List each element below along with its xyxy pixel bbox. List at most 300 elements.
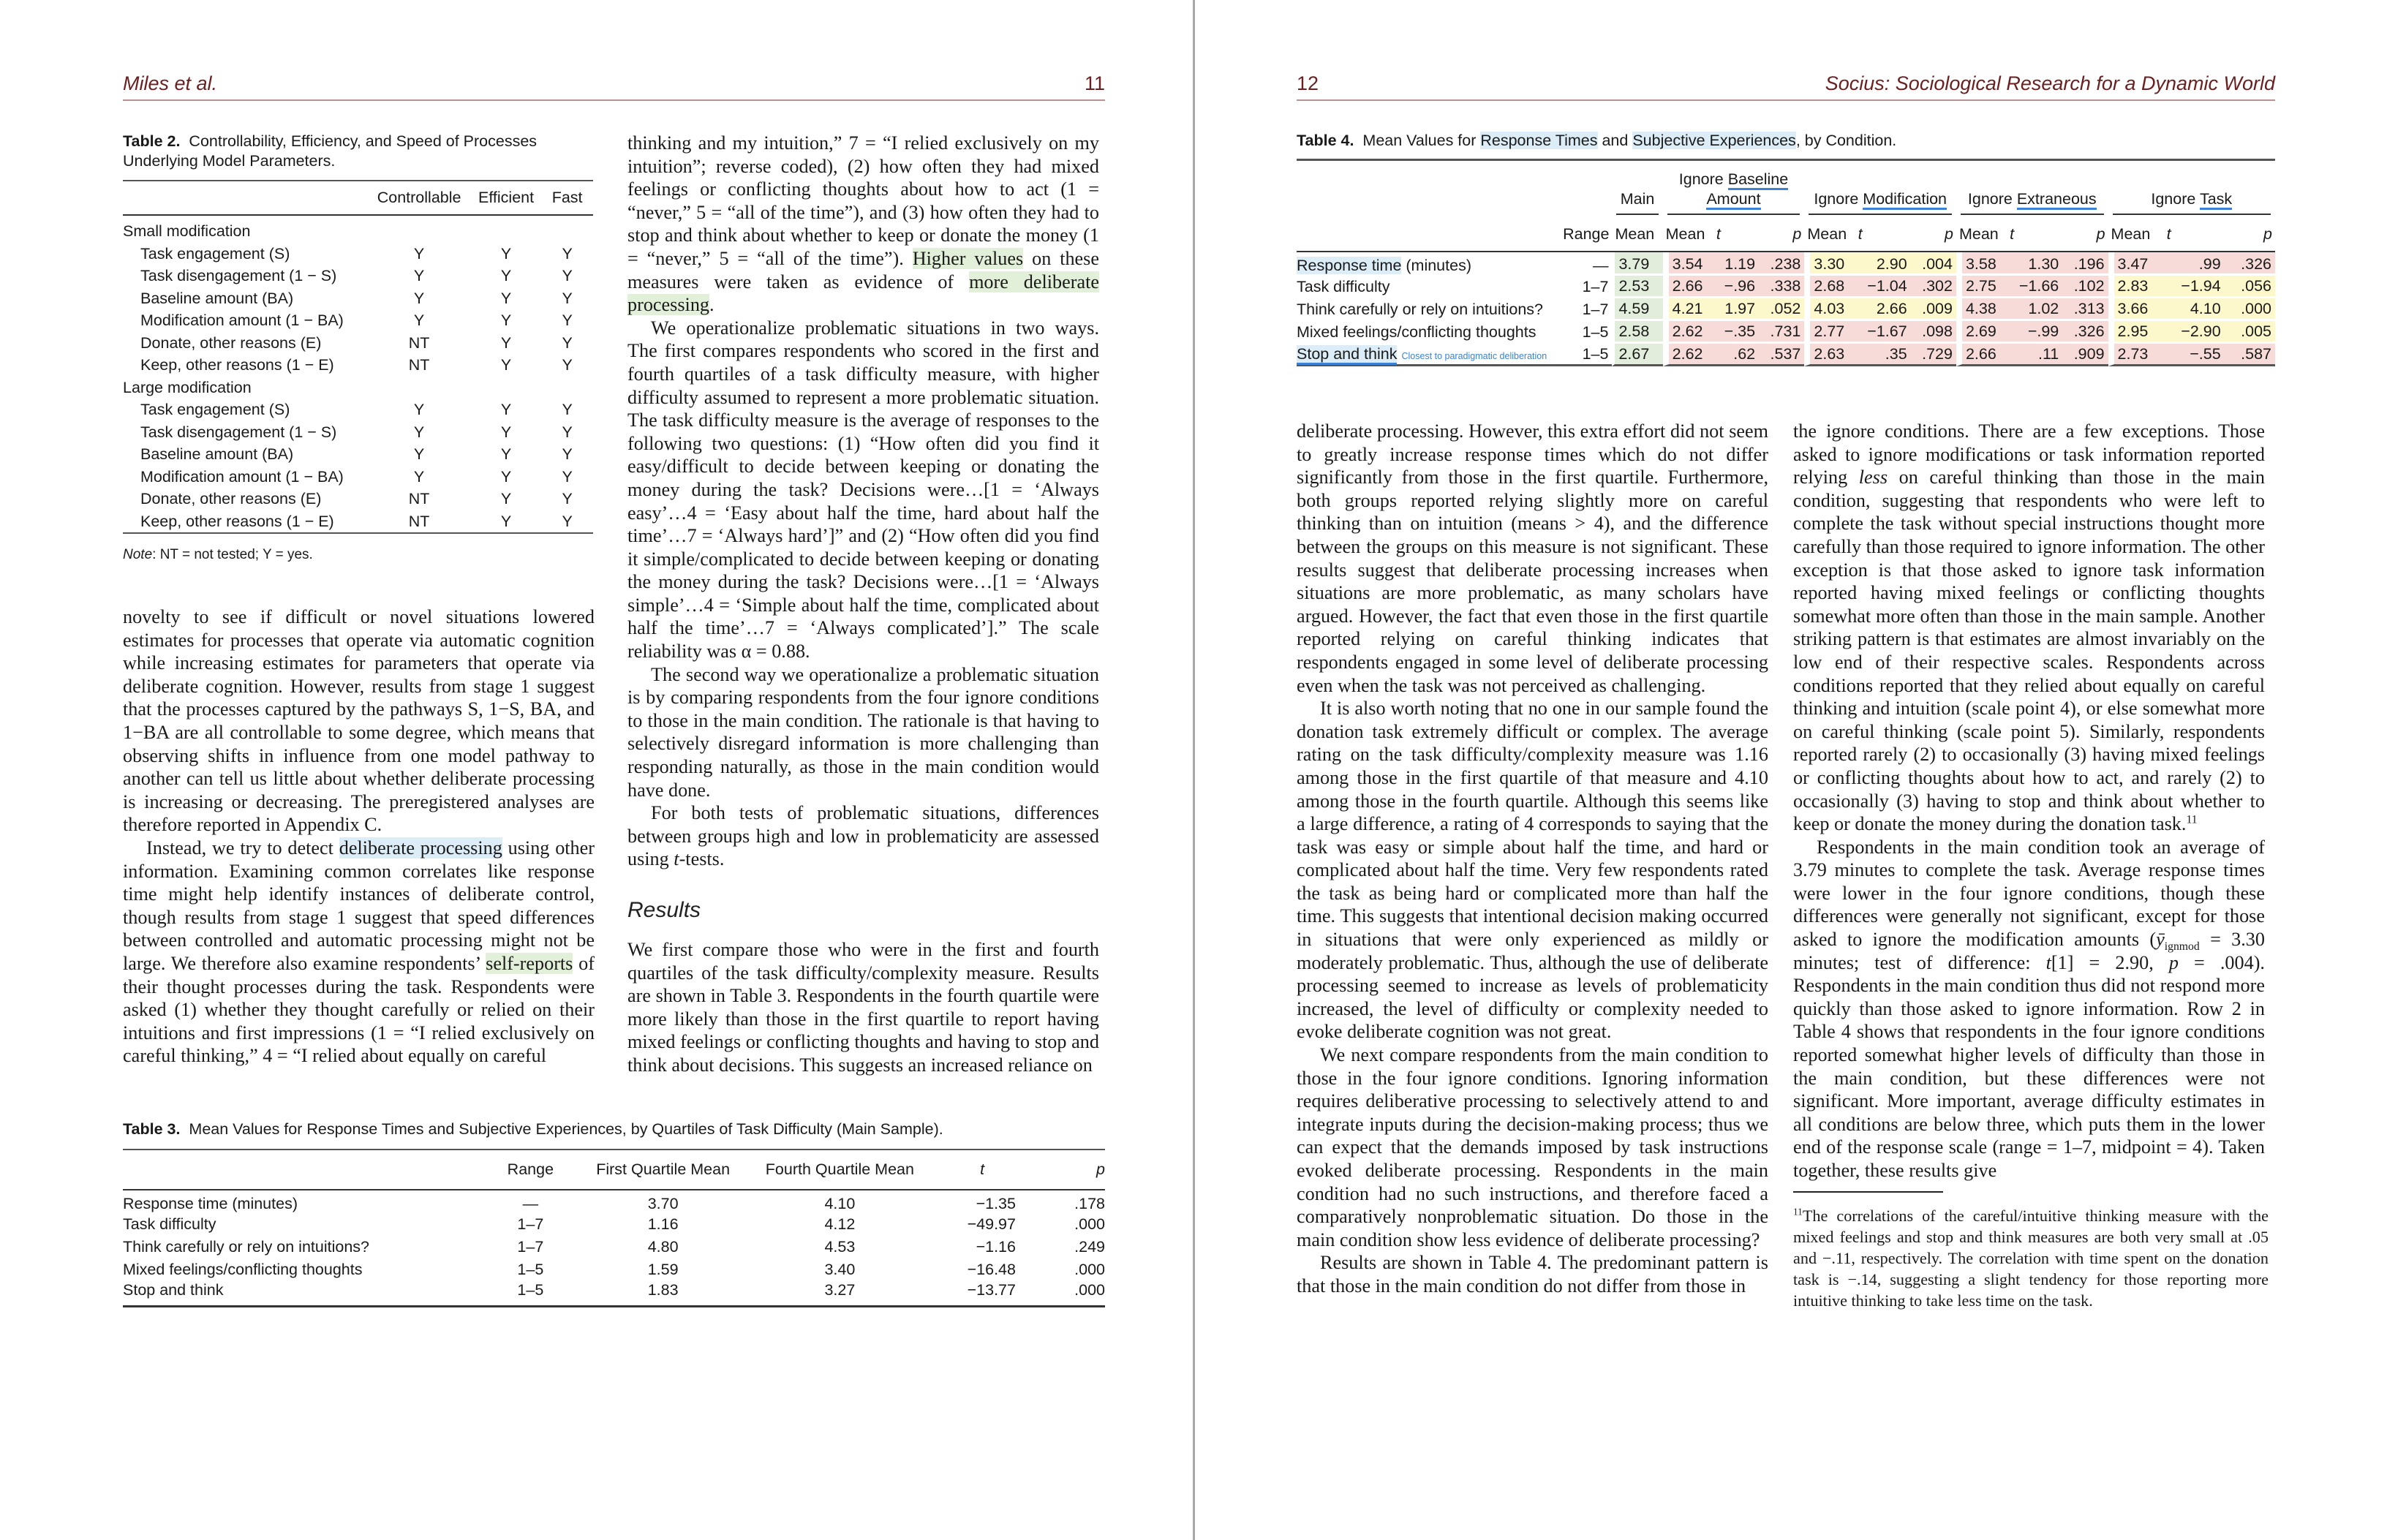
cell-value: Y: [562, 423, 573, 441]
paragraph: We first compare those who were in the first and fourth quartiles of the task difficulty/complexity measure. Results are shown in Table 3. Respondents in the fourth quartile were more likely than those in the first quartile to report having mixed feelings or conflicting thoughts and having to stop and think about decisions. This suggests an increased reliance on: [627, 939, 1099, 1076]
cell-t: −1.66: [2007, 276, 2062, 298]
main-mean: 3.79: [1612, 252, 1662, 276]
table-2-row: [123, 265, 593, 287]
cell-value: Y: [562, 401, 573, 418]
cell-value: 1.59: [647, 1261, 679, 1278]
cell-value: .000: [1074, 1215, 1105, 1233]
cell-mean: 2.62: [1663, 344, 1713, 366]
range-value: 1–7: [1582, 278, 1609, 295]
table-4-row: [1297, 344, 2275, 366]
text-run: Instead, we try to detect: [146, 837, 339, 858]
note-text: : NT = not tested; Y = yes.: [152, 547, 313, 562]
cell-value: 4.80: [647, 1238, 679, 1256]
cell-p: .326: [2062, 321, 2108, 344]
row-label: Mixed feelings/conflicting thoughts: [123, 1261, 363, 1278]
paragraph: Results are shown in Table 4. The predominant pattern is that those in the main condition do not differ from those in: [1297, 1252, 1768, 1296]
group-label: Small modification: [123, 222, 251, 240]
table-2-header-row: [123, 181, 593, 215]
table-2-row: [123, 287, 593, 310]
cell-value: .178: [1074, 1195, 1105, 1212]
range-value: 1–5: [1558, 344, 1613, 366]
paragraph: The second way we operationalize a problematic situation is by comparing respondents from the four ignore conditions to those in the main condition. The rationale is that having to selectively disregard information is more challenging than responding naturally, as those in the main condition would have done.: [627, 663, 1099, 801]
cell-value: 1.83: [575, 1281, 752, 1307]
highlight-self-reports[interactable]: self-reports: [486, 952, 573, 974]
text-run: = 3.30 minutes; test of difference:: [1793, 929, 2265, 973]
cell-t: −1.04: [1855, 276, 1911, 298]
cell-value: Y: [541, 510, 593, 534]
row-label-text: Think carefully or rely on intuitions?: [1297, 301, 1543, 318]
page-number: 11: [1084, 72, 1105, 94]
header-range-text: Range: [1563, 225, 1610, 243]
cell-mean: 2.63: [1804, 344, 1855, 366]
cell-value: Y: [500, 267, 512, 284]
header-efficient: Efficient: [471, 181, 541, 215]
header-group-ignore-modification: [1804, 159, 1956, 219]
main-mean: 4.59: [1612, 298, 1662, 321]
underlined-key-term[interactable]: Modification: [1863, 190, 1947, 210]
cell-value: Y: [413, 267, 425, 284]
table-3-label: Table 3.: [123, 1120, 181, 1138]
subscript-ignmod: ignmod: [2164, 940, 2200, 954]
cell-p: .909: [2062, 344, 2108, 366]
underlined-key-term[interactable]: Baseline: [1728, 170, 1788, 190]
text-run: -tests.: [679, 848, 725, 870]
table-2-row: [123, 399, 593, 421]
row-label: Task disengagement (1 − S): [140, 423, 337, 441]
cell-t: −.96: [1713, 276, 1759, 298]
cell-t: −.55: [2164, 344, 2225, 366]
text-run: the ignore conditions. There are a few exceptions. Those asked to ignore modifications or task information reported relying: [1793, 420, 2265, 488]
cell-value: Y: [500, 467, 512, 486]
table-2-group-row: [123, 377, 593, 399]
cell-value: Y: [562, 467, 573, 486]
cell-mean: 2.95: [2108, 321, 2164, 344]
cell-value: .000: [1036, 1281, 1105, 1307]
table-2-grid: [123, 180, 593, 534]
cell-t: .35: [1855, 344, 1911, 366]
main-mean: 2.67: [1612, 344, 1662, 366]
header-group-ignore-extraneous: [1956, 159, 2108, 219]
cell-t: .62: [1713, 344, 1759, 366]
underlined-key-term[interactable]: Extraneous: [2017, 190, 2097, 210]
cell-value: Y: [500, 244, 512, 263]
table-4-grid: [1297, 159, 2275, 366]
highlight-response-times[interactable]: Response Times: [1480, 132, 1598, 149]
row-label-text: (minutes): [1401, 256, 1471, 274]
main-mean: 2.53: [1612, 276, 1662, 298]
text-run: on careful thinking than those in the main condition, suggesting that respondents who were left to complete the task without special instructions thought more carefully than those required to ignore information. The other exception is that those asked to ignore task information reported having mixed feelings or conflicting thoughts somewhat more often than those in the main sample. Another striking pattern is that estimates are almost invariably on the low end of their respective scales. Respondents across conditions reported that they relied about equally on careful thinking and intuition (scale point 4), or else somewhat more on careful thinking (scale point 5). Similarly, respondents reported rarely (2) to occasionally (3) having mixed feelings or conflicting thoughts about how to act, and rarely (2) to occasionally (3) having to stop and think about whether to keep or donate the money during the donation task.: [1793, 467, 2265, 835]
group-label: [1667, 170, 1800, 215]
cell-p: .302: [1911, 276, 1956, 298]
cell-p: .196: [2062, 252, 2108, 276]
cell-mean: 2.77: [1804, 321, 1855, 344]
table-2-row: [123, 243, 593, 265]
cell-t: .99: [2164, 252, 2225, 276]
text-run: on these measures were taken as evidence of: [627, 247, 1099, 292]
text-run: .: [709, 294, 714, 316]
header-p: [1911, 219, 1956, 252]
cell-value: Y: [562, 445, 573, 463]
paragraph: [1793, 836, 2265, 1182]
table-4-row: [1297, 276, 2275, 298]
cell-value: 1.16: [647, 1215, 679, 1233]
header-p-text: p: [1792, 225, 1802, 243]
header-cell: [123, 181, 367, 215]
text-run: using other information. Examining common correlates like response time might help identify instances of deliberate control, though results from stage 1 suggest that speed differences between controlled and automatic processing might not be large. We therefore also examine respondents’: [123, 837, 595, 974]
range-value: 1–5: [1582, 323, 1609, 341]
cell-mean: 4.21: [1663, 298, 1713, 321]
cell-p: .009: [1911, 298, 1956, 321]
left-page-column-2: [627, 132, 1099, 871]
footnote-11: [1793, 1205, 2269, 1311]
cell-p: .729: [1911, 344, 1956, 366]
results-heading: Results: [627, 898, 701, 922]
header-p: [1759, 219, 1804, 252]
cell-value: Y: [413, 467, 425, 486]
header-range: Range: [486, 1150, 575, 1190]
cell-value: −49.97: [967, 1215, 1016, 1233]
table-4-row: [1297, 321, 2275, 344]
highlight-row-label[interactable]: Stop and think: [1297, 345, 1397, 365]
table-3-header-row: [123, 1150, 1105, 1190]
row-label: [1297, 298, 1558, 321]
header-p: [2062, 219, 2108, 252]
paragraph: novelty to see if difficult or novel situations lowered estimates for processes that operate via automatic cognition while increasing estimates for parameters that operate via deliberate cognition. However, results from stage 1 suggest that the processes captured by the pathways S, 1−S, BA, and 1−BA are all controllable to some degree, which means that observing shifts in influence from one model pathway to another can tell us little about whether deliberate processing is increasing or decreasing. The preregistered analyses are therefore reported in Appendix C.: [123, 606, 595, 836]
cell-mean: 2.66: [1663, 276, 1713, 298]
row-label: Modification amount (1 − BA): [140, 312, 344, 329]
cell-mean: 3.30: [1804, 252, 1855, 276]
cell-p: .238: [1759, 252, 1804, 276]
table-4-row: [1297, 298, 2275, 321]
header-mean: [1663, 219, 1713, 252]
row-label-text: Task difficulty: [1297, 278, 1390, 295]
cell-mean: 2.75: [1956, 276, 2007, 298]
cell-p: .098: [1911, 321, 1956, 344]
right-page-column-1: [1297, 420, 1768, 1298]
cell-value: Y: [413, 244, 425, 263]
cell-mean: 2.66: [1956, 344, 2007, 366]
group-prefix: Ignore: [2151, 190, 2200, 208]
cell-mean: 2.69: [1956, 321, 2007, 344]
table-3-row: [123, 1236, 1105, 1258]
cell-p: .587: [2225, 344, 2275, 366]
highlight-subjective-experiences[interactable]: Subjective Experiences: [1632, 132, 1796, 149]
header-t: [1855, 219, 1911, 252]
cell-mean: 4.03: [1804, 298, 1855, 321]
cell-p: .004: [1911, 252, 1956, 276]
row-label: Modification amount (1 − BA): [140, 467, 344, 486]
cell-value: 4.53: [824, 1238, 856, 1256]
group-label: Large modification: [123, 378, 252, 396]
table-3: [123, 1120, 1105, 1307]
left-page-column-1: [123, 605, 595, 1068]
cell-value: Y: [562, 490, 573, 507]
footnote-rule: [1793, 1191, 1943, 1193]
header-t-text: t: [1858, 225, 1863, 243]
running-head-left: [123, 72, 1105, 101]
table-3-grid: [123, 1149, 1105, 1307]
cell-p: .537: [1759, 344, 1804, 366]
header-mean-text: Mean: [1958, 225, 1999, 243]
cell-mean: 3.58: [1956, 252, 2007, 276]
header-mean: [1612, 219, 1662, 252]
table-3-caption: [123, 1120, 1105, 1139]
table-4-subheader-row: [1297, 219, 2275, 252]
cell-p: .338: [1759, 276, 1804, 298]
cell-p: .000: [2225, 298, 2275, 321]
header-p-text: p: [2263, 225, 2272, 243]
header-controllable: Controllable: [367, 181, 470, 215]
cell-value: Y: [562, 312, 573, 329]
cell-t: −.35: [1713, 321, 1759, 344]
highlight-higher-values[interactable]: Higher values: [912, 247, 1024, 269]
cell-value: 4.10: [824, 1195, 856, 1212]
text-run: [1] = 2.90,: [2051, 951, 2169, 973]
row-label: [1297, 252, 1558, 276]
cell-value: Y: [500, 401, 512, 418]
table-2-title: Controllability, Efficiency, and Speed of Processes Underlying Model Parameters.: [123, 132, 538, 170]
cell-p: .052: [1759, 298, 1804, 321]
row-label: [1297, 276, 1558, 298]
cell-t: 2.90: [1855, 252, 1911, 276]
annotation-note[interactable]: Closest to paradigmatic deliberation: [1401, 350, 1547, 361]
page-number: 12: [1297, 72, 1319, 94]
author-running-head: Miles et al.: [123, 72, 218, 94]
cell-t: .11: [2007, 344, 2062, 366]
group-prefix: Ignore: [1967, 190, 2017, 208]
table-2-group-row: [123, 215, 593, 243]
cell-value: 3.40: [824, 1261, 856, 1278]
cell-value: Y: [500, 333, 512, 352]
cell-value: −13.77: [928, 1281, 1036, 1307]
header-t-text: t: [1716, 225, 1721, 243]
cell-value: NT: [367, 510, 470, 534]
table-2-row: [123, 466, 593, 488]
header-mean: [1956, 219, 2007, 252]
cell-value: Y: [500, 356, 512, 374]
table-3-row: [123, 1190, 1105, 1213]
italic-t: t: [674, 848, 679, 870]
text-run: thinking and my intuition,” 7 = “I relied exclusively on my intuition”; reverse coded), (2) how often they had mixed feelings or conflicting thoughts about how to act (1 = “never,” 5 = “all of the time”), and (3) how often they had to stop and think about whether to keep or donate the money (1 = “never,” 5 = “all of the time”).: [627, 132, 1099, 269]
cell-mean: 3.54: [1663, 252, 1713, 276]
cell-value: NT: [408, 490, 430, 507]
highlight-row-label[interactable]: Response time: [1297, 256, 1402, 274]
cell-value: —: [522, 1195, 539, 1212]
table-2-caption: [123, 132, 593, 171]
cell-value: Y: [562, 333, 573, 352]
cell-value: −1.35: [976, 1195, 1016, 1212]
cell-value: 3.70: [647, 1195, 679, 1212]
underlined-key-term[interactable]: Task: [2200, 190, 2232, 210]
header-range: [1558, 219, 1613, 252]
cell-value: Y: [500, 289, 512, 307]
header-p-text: p: [2096, 225, 2105, 243]
cell-value: Y: [562, 356, 573, 374]
cell-value: NT: [408, 333, 430, 352]
header-mean: [2108, 219, 2164, 252]
italic-p: p: [2168, 951, 2179, 973]
group-label: [1809, 189, 1952, 215]
row-label: Task disengagement (1 − S): [140, 267, 337, 284]
group-prefix: Ignore: [1814, 190, 1863, 208]
cell-value: 1–7: [517, 1215, 544, 1233]
range-value: —: [1592, 256, 1609, 274]
table-2-note: [123, 547, 593, 563]
row-label: Stop and think: [123, 1281, 486, 1307]
group-label: [2113, 189, 2271, 215]
header-p: [1036, 1150, 1105, 1190]
table-3-title: Mean Values for Response Times and Subjective Experiences, by Quartiles of Task Difficulty (Main Sample).: [189, 1120, 943, 1138]
cell-p: .313: [2062, 298, 2108, 321]
header-empty: [1297, 159, 1612, 219]
text-run: Mean Values for: [1362, 132, 1481, 149]
cell-value: Y: [413, 445, 425, 463]
row-label: Baseline amount (BA): [140, 289, 294, 307]
row-label: Baseline amount (BA): [140, 445, 294, 463]
cell-t: 1.19: [1713, 252, 1759, 276]
header-fast: Fast: [541, 181, 593, 215]
row-label: Response time (minutes): [123, 1195, 298, 1212]
cell-value: Y: [413, 423, 425, 441]
header-group-ignore-task: [2108, 159, 2275, 219]
cell-t: 1.97: [1713, 298, 1759, 321]
table-3-row: [123, 1213, 1105, 1236]
row-label-text: Mixed feelings/conflicting thoughts: [1297, 323, 1536, 341]
cell-value: NT: [408, 356, 430, 374]
table-4-label: Table 4.: [1297, 132, 1354, 149]
table-4-group-header-row: [1297, 159, 2275, 219]
group-prefix: Ignore: [1678, 170, 1728, 188]
paragraph: [627, 801, 1099, 871]
table-2: [123, 132, 593, 563]
underlined-key-term[interactable]: Amount: [1706, 190, 1760, 210]
header-mean-text: Mean: [2111, 225, 2151, 243]
cell-value: Y: [413, 312, 425, 329]
cell-value: 1–5: [517, 1261, 544, 1278]
cell-mean: 2.83: [2108, 276, 2164, 298]
header-mean-text: Mean: [1807, 225, 1847, 243]
header-t: [2007, 219, 2062, 252]
footnote-ref-11[interactable]: 11: [2186, 813, 2198, 826]
cell-value: Y: [500, 445, 512, 463]
cell-mean: 3.47: [2108, 252, 2164, 276]
header-group-ignore-baseline: [1663, 159, 1805, 219]
cell-t: −2.90: [2164, 321, 2225, 344]
row-label: [1297, 321, 1558, 344]
table-4-row: [1297, 252, 2275, 276]
paragraph: It is also worth noting that no one in our sample found the donation task extremely difficult or complex. The average rating on the task difficulty/complexity measure was 1.16 among those in the first quartile of that measure and 4.10 among those in the fourth quartile. Although this seems like a large difference, a rating of 4 corresponds to saying that the task was easy or simple about half the time, and hard or complicated about half the time. Very few respondents rated the task as being hard or complicated more than half the time. This suggests that intentional decision making occurred in situations that were only experienced as mildly or moderately problematic. Thus, although the use of deliberate processing seemed to increase as levels of problematicity increased, the level of difficulty or complexity needed to evoke deliberate cognition was not great.: [1297, 698, 1768, 1043]
table-2-row: [123, 354, 593, 377]
cell-t: −.99: [2007, 321, 2062, 344]
cell-value: Y: [500, 490, 512, 507]
paragraph: [1793, 420, 2265, 836]
text-run: , by Condition.: [1795, 132, 1897, 149]
cell-value: .249: [1074, 1238, 1105, 1256]
range-value: 1–7: [1582, 301, 1609, 318]
text-run: and: [1597, 132, 1633, 149]
cell-value: Y: [500, 312, 512, 329]
italic-less: less: [1858, 467, 1888, 488]
cell-p: .102: [2062, 276, 2108, 298]
cell-value: Y: [500, 423, 512, 441]
cell-value: Y: [562, 244, 573, 263]
right-page-column-2: [1793, 420, 2265, 1182]
cell-t: 1.30: [2007, 252, 2062, 276]
header-mean-text: Mean: [1615, 225, 1655, 243]
highlight-more-deliberate-processing[interactable]: more deliberate processing: [627, 271, 1099, 316]
row-label: [1297, 344, 1558, 366]
cell-p: .056: [2225, 276, 2275, 298]
header-t-text: t: [980, 1160, 985, 1178]
paragraph: We next compare respondents from the main condition to those in the four ignore conditions. Ignoring information requires deliberative processing to selectively attend to and integrate inputs during the decision-making process; thus we can expect that the demands imposed by task instructions evoked deliberate processing. Respondents in the main condition had no such instructions, and therefore faced a comparatively nonproblematic situation. Do those in the main condition show less evidence of deliberate processing?: [1297, 1044, 1768, 1250]
row-label: Task difficulty: [123, 1215, 216, 1233]
header-fourth-quartile: Fourth Quartile Mean: [752, 1150, 929, 1190]
cell-mean: 2.68: [1804, 276, 1855, 298]
row-label: Task engagement (S): [140, 401, 290, 418]
journal-running-head: Socius: Sociological Research for a Dynamic World: [1825, 72, 2275, 94]
header-t-text: t: [2010, 225, 2015, 243]
row-label: Donate, other reasons (E): [140, 490, 322, 507]
group-label: [1961, 189, 2104, 215]
cell-value: Y: [471, 510, 541, 534]
header-p: [2225, 219, 2275, 252]
table-2-label: Table 2.: [123, 132, 181, 150]
cell-value: Y: [413, 289, 425, 307]
highlight-deliberate-processing[interactable]: deliberate processing: [339, 837, 502, 858]
table-2-row: [123, 332, 593, 355]
cell-t: 4.10: [2164, 298, 2225, 321]
cell-value: Y: [562, 289, 573, 307]
cell-value: −1.16: [976, 1238, 1016, 1256]
table-2-row: [123, 443, 593, 466]
table-4: [1297, 132, 2275, 366]
row-label: Keep, other reasons (1 − E): [123, 510, 367, 534]
cell-value: Y: [413, 401, 425, 418]
row-label: Keep, other reasons (1 − E): [140, 356, 334, 374]
header-main-group: [1612, 159, 1662, 219]
running-head-right: [1297, 72, 2275, 101]
italic-t: t: [2045, 951, 2051, 973]
cell-value: 4.12: [824, 1215, 856, 1233]
paragraph: [123, 837, 595, 1068]
table-4-caption: [1297, 132, 2275, 150]
cell-value: 1–7: [517, 1238, 544, 1256]
cell-t: 1.02: [2007, 298, 2062, 321]
cell-t: −1.67: [1855, 321, 1911, 344]
header-empty: [1297, 219, 1558, 252]
row-label: Think carefully or rely on intuitions?: [123, 1238, 369, 1256]
cell-mean: 3.66: [2108, 298, 2164, 321]
header-t: [2164, 219, 2225, 252]
header-cell: [123, 1150, 486, 1190]
text-run: Respondents in the main condition took an average of 3.79 minutes to complete the task. Average response times were lower in the four ignore conditions, though these differences were generally not significant, except for those asked to ignore the modification amounts (: [1793, 836, 2265, 951]
cell-mean: 4.38: [1956, 298, 2007, 321]
row-label: Donate, other reasons (E): [140, 333, 322, 352]
header-t: [1713, 219, 1759, 252]
cell-mean: 2.73: [2108, 344, 2164, 366]
cell-value: .000: [1074, 1261, 1105, 1278]
footnote-number: 11: [1793, 1206, 1803, 1218]
table-2-row: [123, 309, 593, 332]
header-mean: [1804, 219, 1855, 252]
cell-value: Y: [562, 267, 573, 284]
cell-t: 2.66: [1855, 298, 1911, 321]
header-first-quartile: First Quartile Mean: [575, 1150, 752, 1190]
cell-value: −16.48: [967, 1261, 1016, 1278]
main-mean: 2.58: [1612, 321, 1662, 344]
cell-p: .005: [2225, 321, 2275, 344]
cell-p: .731: [1759, 321, 1804, 344]
